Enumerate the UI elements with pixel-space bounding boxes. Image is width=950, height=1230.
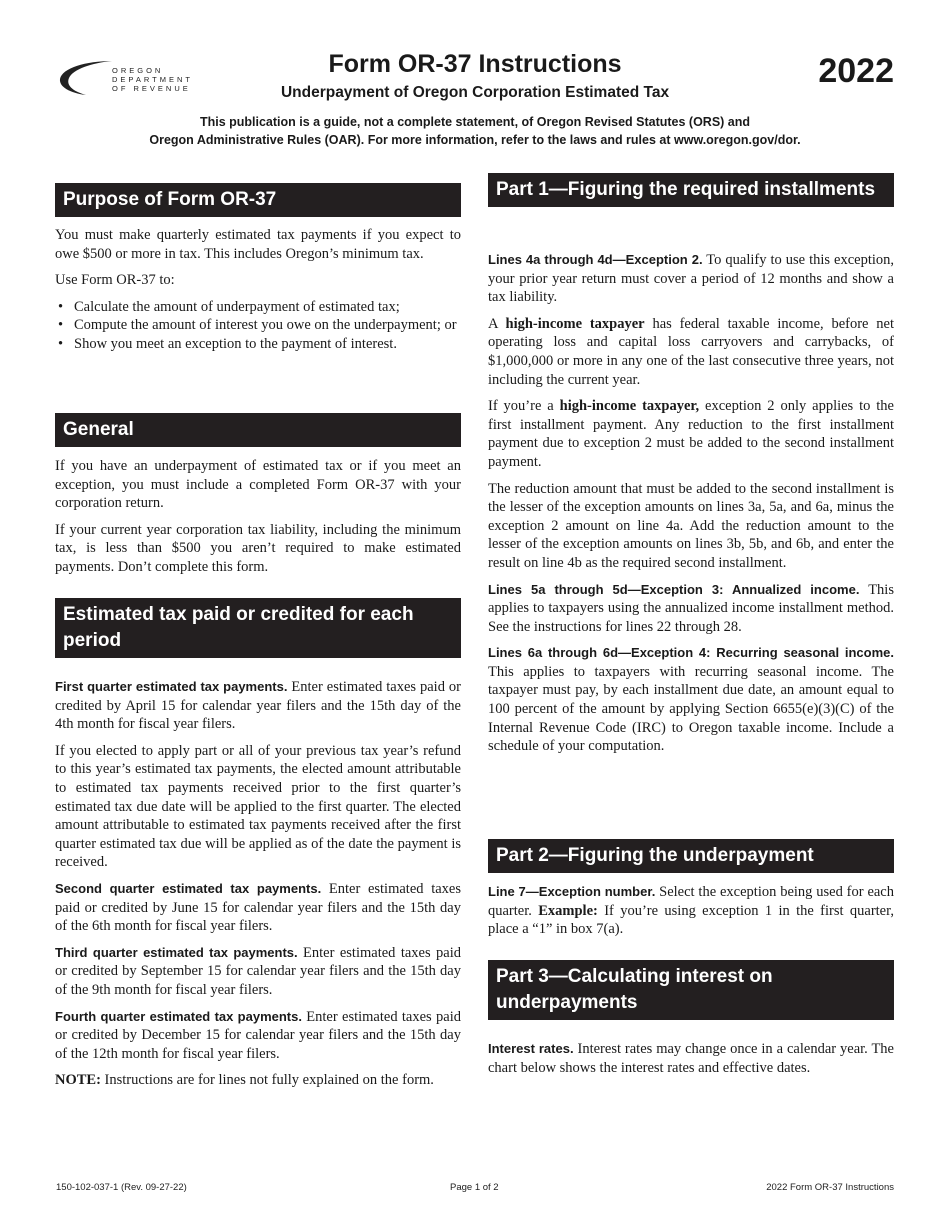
third-quarter-text: Enter estimated taxes paid or credited by September 15 for calendar year filers and the 15th day of the 9th month for fiscal year filers. <box>55 944 461 998</box>
page-number: Page 1 of 2 <box>450 1182 499 1193</box>
purpose-paragraph: You must make quarterly estimated tax payments if you expect to owe $500 or more in tax. This includes Oregon’s minimum tax. <box>55 227 461 262</box>
line-7-lead: Line 7—Exception number. <box>488 884 656 899</box>
general-paragraph: If your current year corporation tax liability, including the minimum tax, is less than $500 you aren’t required to make estimated payments. Don’t complete this form. <box>55 521 461 575</box>
logo-line: DEPARTMENT <box>112 75 193 84</box>
form-subtitle: Underpayment of Oregon Corporation Estimated Tax <box>280 84 670 101</box>
estimated-tax-section <box>55 678 461 1098</box>
interest-rates-paragraph <box>488 1040 894 1077</box>
second-quarter-lead: Second quarter estimated tax payments. <box>55 880 322 896</box>
fourth-quarter-paragraph <box>55 1008 461 1064</box>
interest-rates-text: Interest rates may change once in a calendar year. The chart below shows the interest rates and effective dates. <box>488 1041 894 1076</box>
lines-4-text: To qualify to use this exception, your prior year return must cover a period of 12 months and show a tax liability. <box>488 252 895 306</box>
list-item: • Calculate the amount of underpayment of estimated tax; <box>55 298 461 317</box>
intro-line: This publication is a guide, not a complete statement, of Oregon Revised Statutes (ORS) and <box>199 115 751 129</box>
note-paragraph <box>55 1071 461 1090</box>
form-title: Form OR-37 Instructions <box>328 50 622 78</box>
note-lead: NOTE: <box>55 1072 101 1089</box>
lines-4-lead: Lines 4a through 4d—Exception 2. <box>488 252 703 267</box>
part2-heading: Part 2—Figuring the underpayment <box>488 839 894 873</box>
line-7-paragraph <box>488 883 894 939</box>
first-quarter-text: Enter estimated taxes paid or credited by April 15 for calendar year filers and the 15th day of the 4th month for fiscal year filers. <box>55 679 461 733</box>
interest-rates-lead: Interest rates. <box>488 1041 574 1056</box>
logo-line: OREGON <box>112 66 164 75</box>
part1-heading: Part 1—Figuring the required installments <box>488 173 894 207</box>
general-section <box>55 457 461 585</box>
part2-section <box>488 883 894 947</box>
refund-paragraph: If you elected to apply part or all of your previous tax year’s refund to this year’s estimated tax payments, the elected amount attributable to estimated tax payments received prior to the first quarter’s estimated tax due date will be applied to the first quarter. The elected amount attributable to estimated tax payments received after the first quarter estimated tax due will be applied as of the date the payment is received. <box>55 742 461 871</box>
high-income-exception-term: high-income taxpayer, <box>559 398 700 415</box>
example-lead: Example: <box>538 902 598 919</box>
third-quarter-lead: Third quarter estimated tax payments. <box>55 944 298 960</box>
form-year: 2022 <box>818 52 894 90</box>
high-income-term: high-income taxpayer <box>505 315 645 332</box>
part3-section <box>488 1040 894 1085</box>
purpose-bullet-list <box>55 298 461 354</box>
high-income-text: has federal taxable income, before net operating loss and capital loss carryovers and carrybacks, of $1,000,000 or more in any one of the last consecutive three years, not including the current year. <box>488 315 895 388</box>
note-text: Instructions are for lines not fully explained on the form. <box>100 1072 434 1089</box>
form-number: 150-102-037-1 (Rev. 09-27-22) <box>56 1182 187 1193</box>
second-quarter-paragraph <box>55 880 461 936</box>
purpose-heading: Purpose of Form OR-37 <box>55 183 461 217</box>
high-income-exception-paragraph <box>488 397 894 471</box>
intro-statement <box>56 113 894 149</box>
purpose-use-paragraph: Use Form OR-37 to: <box>55 272 175 289</box>
list-item: • Compute the amount of interest you owe on the underpayment; or <box>55 316 461 335</box>
part1-section <box>488 251 894 764</box>
logo-line: OF REVENUE <box>112 84 191 93</box>
general-paragraph: If you have an underpayment of estimated tax or if you meet an exception, you must include a completed Form OR-37 with your corporation return. <box>55 458 461 512</box>
list-item: • Show you meet an exception to the payment of interest. <box>55 335 461 354</box>
fourth-quarter-lead: Fourth quarter estimated tax payments. <box>55 1008 302 1024</box>
high-income-definition-paragraph <box>488 315 894 389</box>
estimated-tax-heading: Estimated tax paid or credited for each period <box>55 598 461 658</box>
line-7-text: Select the exception being used for each quarter. <box>488 884 894 919</box>
footer-form-title: 2022 Form OR-37 Instructions <box>766 1182 894 1193</box>
reduction-paragraph: The reduction amount that must be added to the second installment is the lesser of the exception amounts on lines 3a, 5a, and 6a, minus the exception 2 amount on line 4a. Add the reduction amount to the lesser of the exception amounts on lines 3b, 5b, and 6b, and enter the result on line 4b as the required second installment. <box>488 480 894 571</box>
first-quarter-paragraph <box>55 678 461 734</box>
lines-5-paragraph <box>488 581 894 637</box>
lines-5-lead: Lines 5a through 5d—Exception 3: Annualized income. <box>488 581 860 597</box>
high-income-exception-prefix: If you’re a <box>488 398 560 415</box>
intro-line: Oregon Administrative Rules (OAR). For more information, refer to the laws and rules at www.oregon.gov/dor. <box>149 133 801 147</box>
fourth-quarter-text: Enter estimated taxes paid or credited by December 15 for calendar year filers and the 15th day of the 12th month for fiscal year filers. <box>55 1008 461 1062</box>
high-income-exception-text: exception 2 only applies to the first installment payment. Any reduction to the first installment payment due to exception 2 must be added to the second installment payment. <box>488 398 894 470</box>
lines-4-paragraph <box>488 251 894 307</box>
example-text: If you’re using exception 1 in the first quarter, place a “1” in box 7(a). <box>488 902 894 938</box>
third-quarter-paragraph <box>55 944 461 1000</box>
general-heading: General <box>55 413 461 447</box>
second-quarter-text: Enter estimated taxes paid or credited by June 15 for calendar year filers and the 15th day of the 6th month for fiscal year filers. <box>55 880 461 935</box>
lines-5-text: This applies to taxpayers using the annualized income installment method. See the instructions for lines 22 through 28. <box>488 581 894 635</box>
lines-6-text: This applies to taxpayers with recurring seasonal income. The taxpayer must pay, by each installment due date, an amount equal to 100 percent of the amount by applying Section 6655(e)(3)(C) of the Internal Revenue Code (IRC) to Oregon taxable income. Include a schedule of your computation. <box>488 663 894 755</box>
first-quarter-lead: First quarter estimated tax payments. <box>55 679 288 694</box>
purpose-section <box>55 226 461 354</box>
lines-6-paragraph <box>488 644 894 756</box>
high-income-prefix: A <box>488 315 506 332</box>
lines-6-lead: Lines 6a through 6d—Exception 4: Recurring seasonal income. <box>488 645 894 661</box>
part3-heading: Part 3—Calculating interest on underpayments <box>488 960 894 1020</box>
